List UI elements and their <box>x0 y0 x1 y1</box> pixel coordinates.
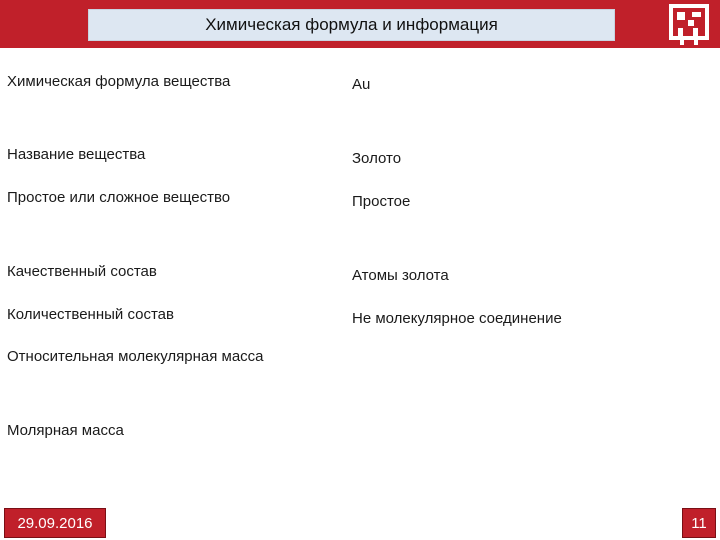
slide-title <box>88 9 615 41</box>
row-value-quantitative: Не молекулярное соединение <box>352 310 562 327</box>
row-label-qualitative: Качественный состав <box>7 263 157 280</box>
slide-title-text: Химическая формула и информация <box>205 15 498 34</box>
row-label-quantitative: Количественный состав <box>7 306 174 323</box>
row-value-type: Простое <box>352 193 411 210</box>
robot-logo-icon <box>666 2 712 46</box>
row-label-name: Название вещества <box>7 146 146 163</box>
page-number-text: 11 <box>691 514 707 532</box>
footer-date-text: 29.09.2016 <box>17 514 93 532</box>
row-label-molar-mass: Молярная масса <box>7 422 124 439</box>
page-number <box>682 508 716 538</box>
row-value-qualitative: Атомы золота <box>352 267 449 284</box>
row-label-formula: Химическая формула вещества <box>7 73 231 90</box>
row-value-name: Золото <box>352 150 402 167</box>
row-value-formula: Au <box>352 76 371 93</box>
footer-date <box>4 508 106 538</box>
row-label-type: Простое или сложное вещество <box>7 189 231 206</box>
row-label-molecular-mass: Относительная молекулярная масса <box>7 348 264 365</box>
